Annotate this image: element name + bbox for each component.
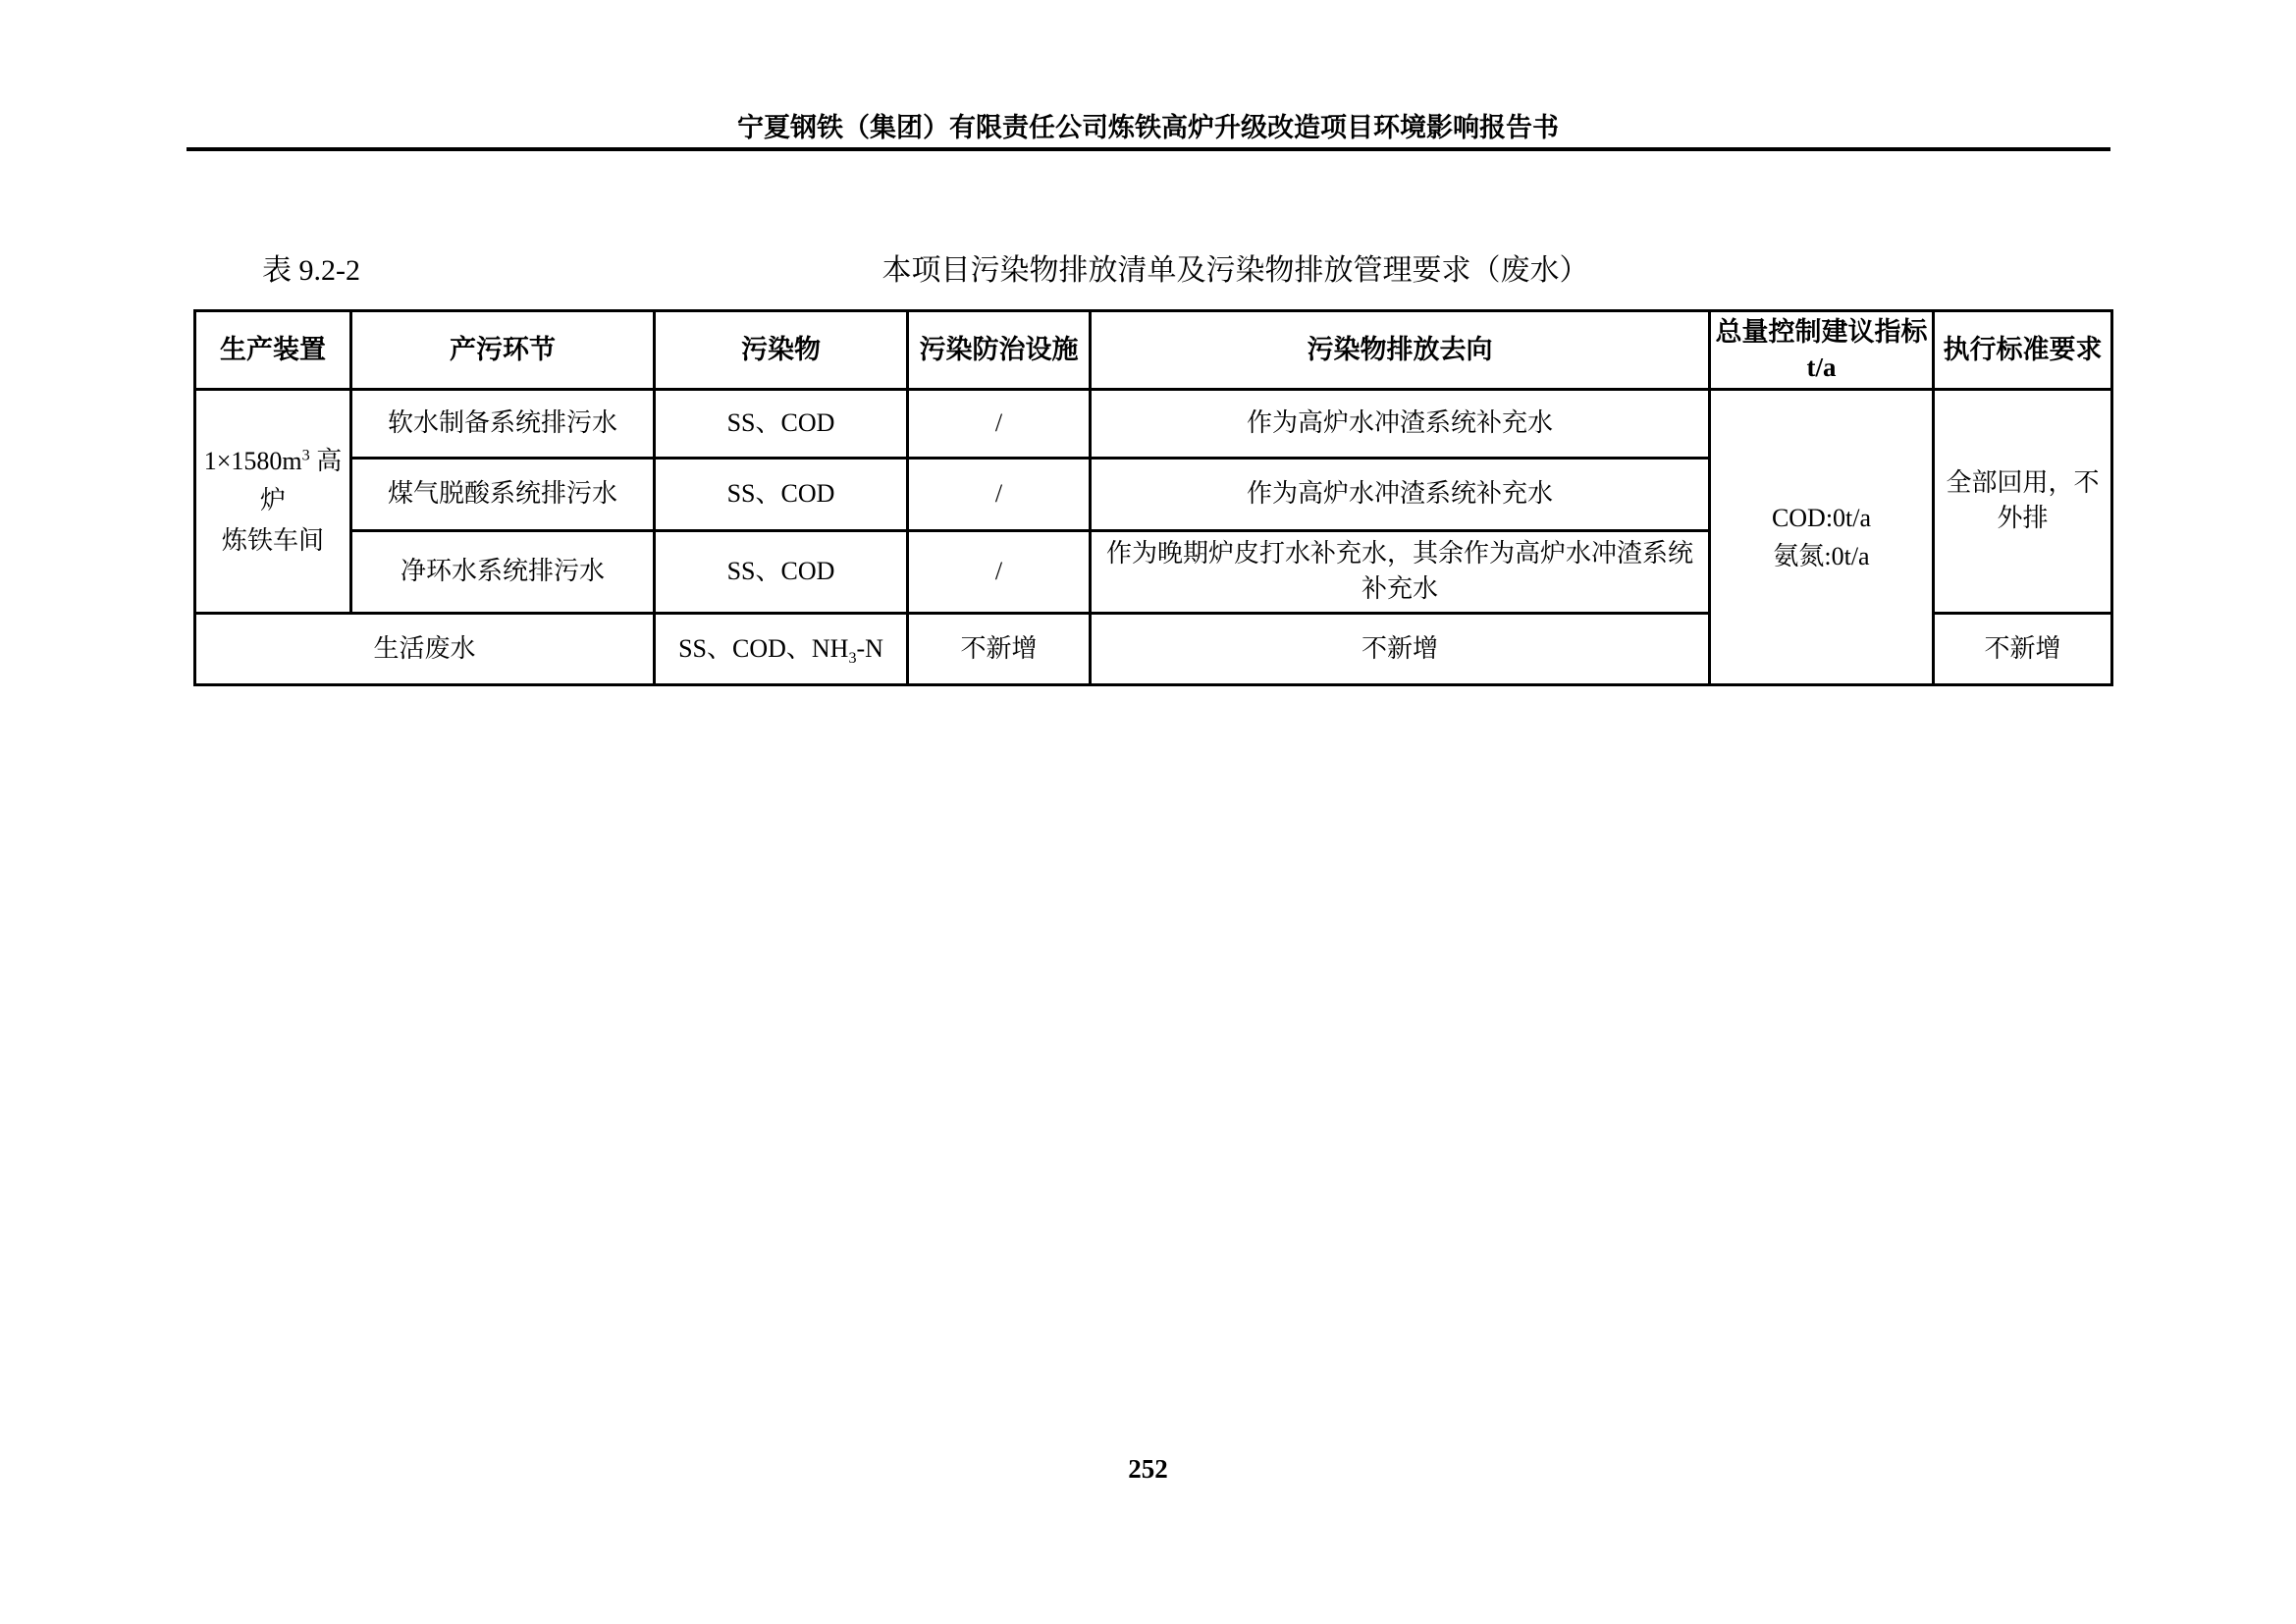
table-caption-row: [193, 245, 2110, 289]
col-header-total-control: [1710, 311, 1934, 390]
standard-cell-merged: 全部回用，不外排: [1934, 389, 2112, 613]
table-caption-label: 表 9.2-2: [262, 254, 360, 287]
device-cell: [195, 389, 351, 613]
standard-cell: 不新增: [1934, 613, 2112, 684]
device-cell-line1: $1\times 1580m^3$ 高炉: [203, 446, 343, 515]
destination-cell: 作为晚期炉皮打水补充水，其余作为高炉水冲渣系统补充水: [1091, 530, 1710, 613]
domestic-source-cell: 生活废水: [195, 613, 655, 684]
process-cell: 净环水系统排污水: [351, 530, 655, 613]
table-caption-title: 本项目污染物排放清单及污染物排放管理要求（废水）: [881, 254, 1589, 287]
process-cell: 煤气脱酸系统排污水: [351, 458, 655, 530]
facility-cell: /: [908, 389, 1091, 458]
col-header-destination: 污染物排放去向: [1091, 311, 1710, 390]
pollutant-discharge-table: [193, 309, 2113, 686]
total-control-cell: [1710, 389, 1934, 684]
table-row-softwater: [195, 389, 2112, 458]
document-header-title: 宁夏钢铁（集团）有限责任公司炼铁高炉升级改造项目环境影响报告书: [737, 113, 1559, 142]
device-cell-line2: 炼铁车间: [221, 525, 324, 555]
process-cell: 软水制备系统排污水: [351, 389, 655, 458]
total-control-ammonia: 氨氮:0t/a: [1773, 541, 1870, 570]
col-header-facility: 污染防治设施: [908, 311, 1091, 390]
pollutant-cell: SS、COD: [655, 389, 908, 458]
table-header-row: [195, 311, 2112, 390]
total-control-cod: COD:0t/a: [1771, 503, 1872, 532]
destination-cell: 不新增: [1091, 613, 1710, 684]
facility-cell: /: [908, 458, 1091, 530]
facility-cell: /: [908, 530, 1091, 613]
col-header-standard: 执行标准要求: [1934, 311, 2112, 390]
col-header-process: 产污环节: [351, 311, 655, 390]
col-header-pollutant: 污染物: [655, 311, 908, 390]
pollutant-cell: SS、COD、$NH_3-N$: [655, 613, 908, 684]
col-header-total-control-line2: t/a: [1806, 352, 1837, 383]
header-rule: [187, 147, 2110, 151]
col-header-device: 生产装置: [195, 311, 351, 390]
facility-cell: 不新增: [908, 613, 1091, 684]
pollutant-cell: SS、COD: [655, 530, 908, 613]
destination-cell: 作为高炉水冲渣系统补充水: [1091, 458, 1710, 530]
pollutant-cell: SS、COD: [655, 458, 908, 530]
page-number: 252: [1128, 1454, 1168, 1484]
destination-cell: 作为高炉水冲渣系统补充水: [1091, 389, 1710, 458]
col-header-total-control-line1: 总量控制建议指标: [1715, 317, 1928, 347]
